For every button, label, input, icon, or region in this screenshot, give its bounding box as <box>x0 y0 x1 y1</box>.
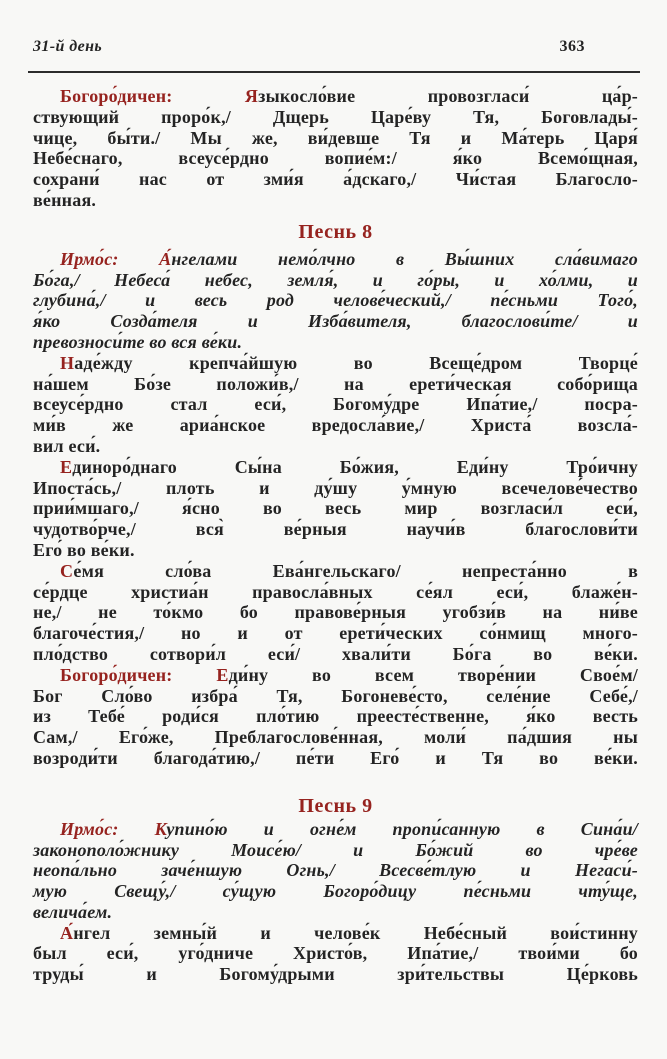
body-text: был еси́, уго́дниче Христо́в, Ипа́тие,/ твои́ми бо <box>33 943 638 964</box>
body-text: ди́ну во всем творе́нии Свое́м/ <box>228 664 638 685</box>
hymn-paragraph <box>33 561 638 665</box>
body-text: Его́ во ве́ки. <box>33 539 135 560</box>
body-text: из Тебе́ роди́ся пло́тию преесте́ственне, я́ко весть <box>33 706 638 727</box>
body-text: прии́мшаго,/ я́сно во весь мир возгласи́л еси́, <box>33 498 638 519</box>
irmos-paragraph <box>33 819 638 923</box>
body-text: на́шем Бо́зе положи́в,/ на ерети́ческая собо́рища <box>33 373 638 394</box>
body-text: мую Свещу́,/ су́щую Богоро́дицу пе́сньми чту́ще, <box>33 881 638 902</box>
page-content <box>33 86 638 985</box>
body-text: сохрани́ нас от зми́я а́дскаго,/ Чи́стая Благосло- <box>33 169 638 190</box>
text-line <box>33 819 638 840</box>
text-line <box>33 311 638 332</box>
text-line <box>33 582 638 603</box>
rubric-text: А́ <box>60 922 74 943</box>
text-line <box>33 374 638 395</box>
text-line <box>33 727 638 748</box>
text-line <box>33 190 638 211</box>
song-heading: Песнь 9 <box>298 794 373 817</box>
body-text: велича́ем. <box>33 901 113 922</box>
text-line <box>33 561 638 582</box>
body-text: глубина́,/ и весь род челове́ческий,/ пе́сньми Того́, <box>33 290 638 311</box>
body-text: я́ко Созда́теля и Изба́вителя, благослови́те/ и <box>33 311 638 332</box>
page-number: 363 <box>559 38 585 55</box>
text-line <box>33 128 638 149</box>
body-text: се́рдце христиа́н правосла́вных се́ял еси́, блаже́н- <box>33 581 638 602</box>
header-day-label: 31-й день <box>33 38 103 55</box>
body-text: зыкосло́вие провозгласи́ ца́р- <box>258 86 638 106</box>
body-text: ствующий проро́к,/ Дщерь Царе́ву Тя, Боговлады́- <box>33 106 638 127</box>
text-line <box>33 881 638 902</box>
body-text: Ипоста́сь,/ плоть и ду́шу у́мную всечелове́чество <box>33 477 638 498</box>
text-line <box>33 665 638 686</box>
body-text: чице, бы́ти./ Мы же, ви́девше Тя и Ма́терь Царя́ <box>33 127 638 148</box>
body-text: законополо́жнику Моисе́ю/ и Бо́жий во чре́ве <box>33 839 638 860</box>
text-line <box>33 540 638 561</box>
rubric-text: Богоро́дичен: Е <box>60 664 229 685</box>
body-text: Сам,/ Его́же, Преблагослове́нная, моли́ па́дшия ны <box>33 727 638 748</box>
hymn-paragraph <box>33 665 638 769</box>
rubric-text: С <box>60 560 74 581</box>
header-rule <box>28 71 640 73</box>
text-line <box>33 353 638 374</box>
irmos-paragraph <box>33 249 638 353</box>
body-text: ве́нная. <box>33 189 97 210</box>
text-line <box>33 498 638 519</box>
text-line <box>33 332 638 353</box>
text-line <box>33 964 638 985</box>
rubric-text: Ирмо́с: К <box>60 818 167 839</box>
text-line <box>33 148 638 169</box>
text-line <box>33 436 638 457</box>
body-text: всеусе́рдно стал еси́, Богому́дре Ипа́тие,/ посра- <box>33 394 638 415</box>
body-text: е́мя сло́ва Ева́нгельскаго/ непреста́нно в <box>73 560 638 581</box>
body-text: упино́ю и огне́м пропи́санную в Сина́и/ <box>166 818 638 839</box>
text-line <box>33 902 638 923</box>
body-text: труды́ и Богому́дрыми зри́тельствы Це́рковь <box>33 964 638 985</box>
hymn-paragraph <box>33 923 638 985</box>
rubric-text: Ирмо́с: А́ <box>60 248 172 269</box>
text-line <box>33 686 638 707</box>
body-text: не,/ не то́кмо бо правове́рныя угобзи́в на ни́ве <box>33 602 638 623</box>
text-line <box>33 457 638 478</box>
body-text: аде́жду крепча́йшую во Всеще́дром Творце́ <box>74 352 638 373</box>
text-line <box>33 748 638 769</box>
text-line <box>33 706 638 727</box>
body-text: ми́в же ариа́нское вредосла́вие,/ Христа́ возсла́- <box>33 415 638 436</box>
body-text: нгелами немо́лчно в Вы́шних сла́вимаго <box>171 248 638 269</box>
text-line <box>33 169 638 190</box>
hymn-paragraph <box>33 86 638 211</box>
rubric-text: Е <box>60 456 73 477</box>
body-text: вил еси́. <box>33 435 101 456</box>
text-line <box>33 478 638 499</box>
body-text: благоче́стия,/ но и от ерети́ческих со́нмищ много- <box>33 623 638 644</box>
body-text: диноро́днаго Сы́на Бо́жия, Еди́ну Тро́ичну <box>72 456 638 477</box>
body-text: неопа́льно заче́ншую Огнь,/ Всесве́тлую и Негаси́- <box>33 860 638 881</box>
body-text: превозноси́те во вся ве́ки. <box>33 331 243 352</box>
song-heading: Песнь 8 <box>298 220 373 243</box>
text-line <box>33 623 638 644</box>
body-text: пло́дство сотвори́л еси́/ хвали́ти Бо́га во ве́ки. <box>33 643 638 664</box>
rubric-text: Н <box>60 352 75 373</box>
text-line <box>33 394 638 415</box>
hymn-paragraph <box>33 457 638 561</box>
text-line <box>33 840 638 861</box>
body-text: возроди́ти благода́тию,/ пе́ти Его́ и Тя во ве́ки. <box>33 747 638 768</box>
text-line <box>33 943 638 964</box>
text-line <box>33 249 638 270</box>
body-text: Небе́снаго, всеусе́рдно вопие́м:/ я́ко Всемо́щная, <box>33 148 638 169</box>
body-text: Бог Сло́во избра́ Тя, Богоневе́сто, селе́ние Себе́,/ <box>33 685 638 706</box>
text-line <box>33 644 638 665</box>
text-line <box>33 415 638 436</box>
text-line <box>33 860 638 881</box>
hymn-paragraph <box>33 353 638 457</box>
running-head <box>33 38 640 60</box>
body-text: Бо́га,/ Небеса́ небес, земля́, и го́ры, и хо́лми, и <box>33 269 638 290</box>
rubric-text: Богоро́дичен: Я <box>60 86 259 106</box>
text-line <box>33 290 638 311</box>
body-text: нгел земны́й и челове́к Небе́сный вои́стинну <box>73 922 638 943</box>
text-line <box>33 270 638 291</box>
text-line <box>33 602 638 623</box>
text-line <box>33 519 638 540</box>
text-line <box>33 923 638 944</box>
text-line <box>33 107 638 128</box>
text-line <box>33 86 638 107</box>
body-text: чудотво́рче,/ вся̀ ве́рныя научи́в благослови́ти <box>33 519 638 540</box>
